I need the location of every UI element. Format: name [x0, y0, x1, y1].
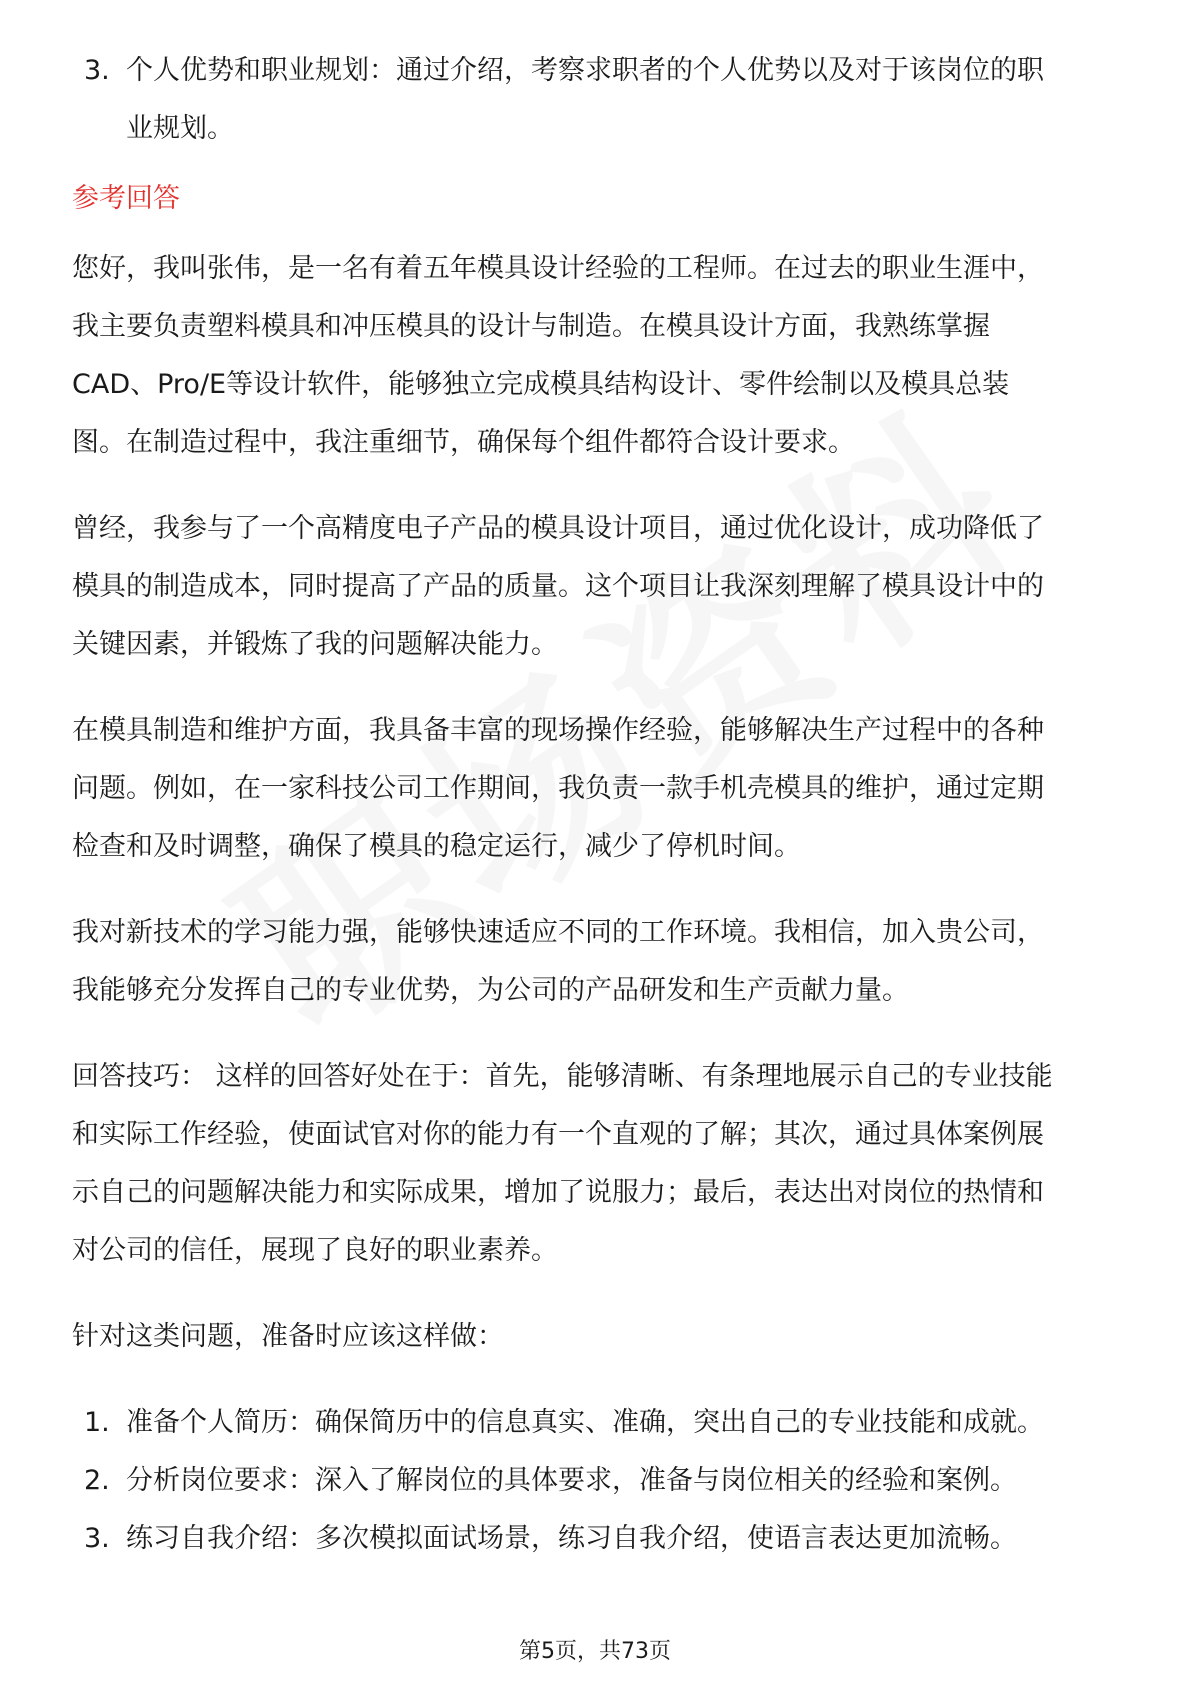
paragraph-line: 检查和及时调整，确保了模具的稳定运行，减少了停机时间。	[72, 831, 801, 862]
paragraph	[72, 240, 1132, 472]
paragraph-line: 模具的制造成本，同时提高了产品的质量。这个项目让我深刻理解了模具设计中的	[72, 571, 1044, 602]
paragraph	[72, 1048, 1132, 1280]
paragraph-line: 您好，我叫张伟，是一名有着五年模具设计经验的工程师。在过去的职业生涯中，	[72, 253, 1044, 284]
document-page	[72, 42, 1132, 1568]
paragraph-line: 关键因素，并锻炼了我的问题解决能力。	[72, 629, 558, 660]
list-item	[72, 1510, 1132, 1568]
paragraph-line: 曾经，我参与了一个高精度电子产品的模具设计项目，通过优化设计，成功降低了	[72, 513, 1044, 544]
list-text: 分析岗位要求：深入了解岗位的具体要求，准备与岗位相关的经验和案例。	[126, 1465, 1017, 1496]
list-text-line: 业规划。	[126, 113, 234, 144]
list-item	[72, 1394, 1132, 1452]
list-item	[72, 42, 1132, 158]
list-text-line: 个人优势和职业规划：通过介绍，考察求职者的个人优势以及对于该岗位的职	[126, 55, 1044, 86]
paragraph	[72, 1308, 1132, 1366]
list-item	[72, 1452, 1132, 1510]
list-text: 练习自我介绍：多次模拟面试场景，练习自我介绍，使语言表达更加流畅。	[126, 1523, 1017, 1554]
paragraph-line: 我主要负责塑料模具和冲压模具的设计与制造。在模具设计方面，我熟练掌握	[72, 311, 990, 342]
paragraph-line: 回答技巧： 这样的回答好处在于：首先，能够清晰、有条理地展示自己的专业技能	[72, 1061, 1053, 1092]
paragraph-line: 和实际工作经验，使面试官对你的能力有一个直观的了解；其次，通过具体案例展	[72, 1119, 1044, 1150]
paragraph-line: 我能够充分发挥自己的专业优势，为公司的产品研发和生产贡献力量。	[72, 975, 909, 1006]
page-footer: 第5页，共73页	[519, 1639, 671, 1664]
paragraph-line: 问题。例如，在一家科技公司工作期间，我负责一款手机壳模具的维护，通过定期	[72, 773, 1044, 804]
paragraph-line: 示自己的问题解决能力和实际成果，增加了说服力；最后，表达出对岗位的热情和	[72, 1177, 1044, 1208]
paragraph-line: 我对新技术的学习能力强，能够快速适应不同的工作环境。我相信，加入贵公司，	[72, 917, 1044, 948]
paragraph-line: CAD、Pro/E等设计软件，能够独立完成模具结构设计、零件绘制以及模具总装	[72, 369, 1010, 400]
section-heading: 参考回答	[72, 183, 180, 214]
list-number: 2.	[84, 1465, 110, 1496]
paragraph	[72, 500, 1132, 674]
top-list	[72, 42, 1132, 158]
paragraph	[72, 904, 1132, 1020]
paragraph-line: 在模具制造和维护方面，我具备丰富的现场操作经验，能够解决生产过程中的各种	[72, 715, 1044, 746]
list-number: 3.	[84, 55, 110, 86]
paragraph-line: 对公司的信任，展现了良好的职业素养。	[72, 1235, 558, 1266]
paragraph-line: 针对这类问题，准备时应该这样做：	[72, 1321, 504, 1352]
list-number: 1.	[84, 1407, 110, 1438]
paragraph	[72, 702, 1132, 876]
list-text: 准备个人简历：确保简历中的信息真实、准确，突出自己的专业技能和成就。	[126, 1407, 1044, 1438]
paragraph-line: 图。在制造过程中，我注重细节，确保每个组件都符合设计要求。	[72, 427, 855, 458]
prep-list	[72, 1394, 1132, 1568]
list-number: 3.	[84, 1523, 110, 1554]
